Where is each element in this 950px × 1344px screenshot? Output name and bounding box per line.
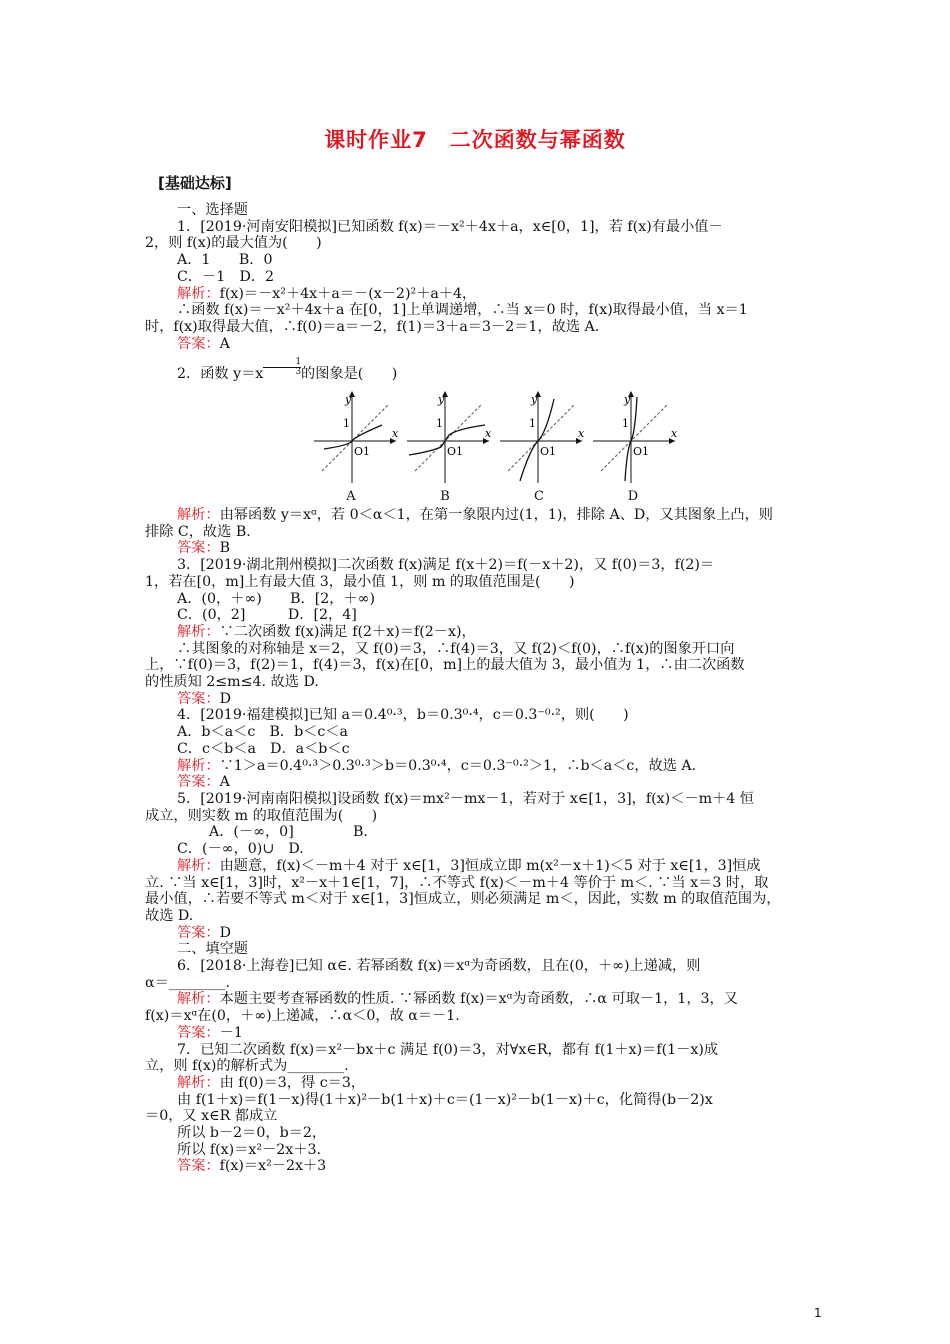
- question-1-answer: [145, 336, 807, 353]
- svg-text:y: y: [438, 393, 445, 407]
- question-5-options-1: [145, 824, 807, 841]
- question-1-solution-2: ∴函数 f(x)＝－x²＋4x＋a 在[0，1]上单调递增，∴当 x＝0 时，f(x)取得最小值，当 x＝1: [177, 302, 748, 319]
- answer-value: D: [219, 690, 231, 707]
- question-3-line-1: 3．[2019·湖北荆州模拟]二次函数 f(x)满足 f(x＋2)＝f(－x＋2)，又 f(0)＝3，f(2)＝: [177, 557, 715, 574]
- question-3-solution-3: 上，∵f(0)＝3，f(2)＝1，f(4)＝3，f(x)在[0，m]上的最大值为 3，最小值为 1，∴由二次函数: [145, 657, 745, 674]
- question-5-line-2: 成立，则实数 m 的取值范围为( ): [145, 807, 378, 824]
- answer-label: 答案：: [177, 690, 220, 707]
- answer-label: 答案：: [177, 1024, 220, 1041]
- question-6-answer: [145, 1025, 807, 1042]
- svg-text:y: y: [345, 393, 352, 407]
- question-3-solution-2: ∴其图象的对称轴是 x＝2，又 f(0)＝3，∴f(4)＝3，又 f(2)＜f(0)，∴f(x)的图象开口向: [177, 640, 735, 657]
- question-2-solution-2: 排除 C，故选 B.: [145, 523, 251, 540]
- question-4-answer: [145, 774, 807, 791]
- question-6-solution-1: [145, 991, 807, 1008]
- page-number: 1: [814, 1306, 822, 1320]
- svg-text:O1: O1: [354, 445, 371, 459]
- question-7-solution-4: 所以 b－2＝0，b＝2，: [177, 1125, 327, 1142]
- answer-value: A: [219, 335, 230, 352]
- question-3-options-1: A．(0，＋∞) B．[2，＋∞): [177, 590, 376, 607]
- answer-label: 答案：: [177, 774, 220, 791]
- answer-label: 答案：: [177, 1158, 220, 1175]
- option-a: A．(－∞，0]: [209, 824, 294, 841]
- answer-label: 答案：: [177, 540, 220, 557]
- section-heading: [基础达标]: [158, 174, 232, 192]
- solution-label: 解析：: [177, 1074, 220, 1091]
- graph-label-b: B: [440, 489, 450, 505]
- question-7-solution-2: 由 f(1＋x)＝f(1－x)得(1＋x)²－b(1＋x)＋c＝(1－x)²－b(1－x)＋c，化简得(b－2)x: [177, 1091, 713, 1108]
- question-text: 的图象是( ): [301, 366, 398, 383]
- solution-label: 解析：: [177, 757, 220, 774]
- graph-label-d: D: [627, 489, 639, 505]
- question-4-line-1: 4．[2019·福建模拟]已知 a＝0.4⁰·³，b＝0.3⁰·⁴，c＝0.3⁻⁰·²，则( ): [177, 707, 629, 724]
- solution-text: 本题主要考查幂函数的性质. ∵幂函数 f(x)＝xᵅ为奇函数，∴α 可取－1，1，3，又: [219, 991, 738, 1008]
- solution-text: ∵1＞a＝0.4⁰·³＞0.3⁰·³＞b＝0.3⁰·⁴，c＝0.3⁻⁰·²＞1，∴b＜a＜c，故选 A.: [219, 757, 697, 774]
- answer-value: B: [219, 540, 231, 557]
- solution-text: 由题意，f(x)＜－m＋4 对于 x∈[1，3]恒成立即 m(x²－x＋1)＜5 对于 x∈[1，3]恒成: [219, 857, 761, 874]
- exponent-fraction: [263, 358, 301, 377]
- content-body: [145, 202, 807, 1175]
- svg-text:1: 1: [529, 417, 536, 431]
- question-4-solution-1: [145, 758, 807, 775]
- solution-label: 解析：: [177, 991, 220, 1008]
- answer-label: 答案：: [177, 335, 220, 352]
- solution-text: 由幂函数 y＝xᵅ，若 0＜α＜1，在第一象限内过(1，1)，排除 A、D，又其图象上凸，则: [219, 507, 773, 524]
- option-b: B.: [353, 824, 368, 841]
- svg-text:1: 1: [622, 417, 629, 431]
- solution-text: f(x)＝－x²＋4x＋a＝－(x－2)²＋a＋4，: [219, 285, 477, 302]
- solution-label: 解析：: [177, 857, 220, 874]
- question-7-line-1: 7．已知二次函数 f(x)＝x²－bx＋c 满足 f(0)＝3，对∀x∈R，都有 f(1＋x)＝f(1－x)成: [177, 1041, 719, 1058]
- answer-value: A: [219, 774, 230, 791]
- question-7-line-2: 立，则 f(x)的解析式为________.: [145, 1058, 349, 1075]
- question-2-line-1: [145, 358, 807, 383]
- graph-options-figure: [145, 389, 807, 507]
- question-3-solution-4: 的性质知 2≤m≤4. 故选 D.: [145, 674, 319, 691]
- answer-value: D: [219, 924, 231, 941]
- question-5-line-1: 5．[2019·河南南阳模拟]设函数 f(x)＝mx²－mx－1，若对于 x∈[1，3]，f(x)＜－m＋4 恒: [177, 790, 754, 807]
- part-heading: 一、选择题: [177, 202, 248, 218]
- question-5-options-2: C．(－∞，0)∪ D.: [177, 841, 304, 858]
- svg-text:y: y: [624, 393, 631, 407]
- question-1-options-2: C．－1 D．2: [177, 268, 275, 285]
- question-7-solution-5: 所以 f(x)＝x²－2x＋3.: [177, 1141, 322, 1158]
- solution-label: 解析：: [177, 507, 220, 524]
- question-1-solution-1: [145, 286, 807, 303]
- question-7-answer: [145, 1158, 807, 1175]
- question-1-line-1: 1．[2019·河南安阳模拟]已知函数 f(x)＝－x²＋4x＋a，x∈[0，1]，若 f(x)有最小值－: [177, 218, 723, 235]
- graph-a: [310, 389, 400, 487]
- question-7-solution-3: ＝0，又 x∈R 都成立: [145, 1108, 278, 1125]
- question-1-options-1: A．1 B．0: [177, 252, 273, 269]
- question-2-answer: [145, 540, 807, 557]
- question-6-line-1: 6．[2018·上海卷]已知 α∈. 若幂函数 f(x)＝xᵅ为奇函数，且在(0，＋∞)上递减，则: [177, 958, 701, 975]
- question-3-options-2: C．(0，2] D．[2，4]: [177, 607, 357, 624]
- question-5-answer: [145, 925, 807, 942]
- question-1-solution-3: 时，f(x)取得最大值，∴f(0)＝a＝－2，f(1)＝3＋a＝3－2＝1，故选 A.: [145, 318, 600, 335]
- graph-label-c: C: [534, 489, 544, 505]
- graph-label-a: A: [346, 489, 356, 505]
- question-3-answer: [145, 691, 807, 708]
- svg-text:1: 1: [343, 417, 350, 431]
- fraction-denominator: 3: [295, 367, 302, 378]
- question-5-solution-3: 最小值，∴若要不等式 m＜对于 x∈[1，3]恒成立，则必须满足 m＜，因此，实数 m 的取值范围为，: [145, 891, 781, 908]
- answer-value: f(x)＝x²－2x＋3: [219, 1158, 327, 1175]
- question-5-solution-4: 故选 D.: [145, 907, 194, 924]
- question-4-options-1: A．b＜a＜c B．b＜c＜a: [177, 724, 348, 741]
- question-6-solution-2: f(x)＝xᵅ在(0，＋∞)上递减，∴α＜0，故 α＝－1.: [145, 1008, 460, 1025]
- solution-text: ∵二次函数 f(x)满足 f(2＋x)＝f(2－x)，: [219, 623, 476, 640]
- graph-d: [589, 389, 679, 487]
- svg-text:O1: O1: [447, 445, 464, 459]
- svg-text:x: x: [578, 427, 585, 441]
- question-4-options-2: C．c＜b＜a D．a＜b＜c: [177, 740, 350, 757]
- answer-label: 答案：: [177, 924, 220, 941]
- solution-label: 解析：: [177, 285, 220, 302]
- question-6-line-2: α＝________.: [145, 974, 231, 991]
- question-5-solution-1: [145, 858, 807, 875]
- question-7-solution-1: [145, 1075, 807, 1092]
- part-heading-2: 二、填空题: [177, 941, 248, 958]
- solution-text: 由 f(0)＝3，得 c＝3，: [219, 1074, 366, 1091]
- svg-text:x: x: [485, 427, 492, 441]
- answer-value: －1: [219, 1024, 243, 1041]
- svg-text:x: x: [392, 427, 399, 441]
- question-2-solution-1: [145, 507, 807, 524]
- svg-text:O1: O1: [540, 445, 557, 459]
- graph-c: [496, 389, 586, 487]
- question-3-solution-1: [145, 624, 807, 641]
- svg-text:x: x: [671, 427, 678, 441]
- svg-text:y: y: [531, 393, 538, 407]
- svg-text:O1: O1: [633, 445, 650, 459]
- question-1-line-2: 2，则 f(x)的最大值为( ): [145, 235, 322, 252]
- graph-b: [403, 389, 493, 487]
- question-5-solution-2: 立. ∵当 x∈[1，3]时，x²－x＋1∈[1，7]，∴不等式 f(x)＜－m＋4 等价于 m＜. ∵当 x＝3 时，取: [145, 874, 769, 891]
- question-text: 2．函数 y＝x: [177, 366, 264, 383]
- svg-text:1: 1: [436, 417, 443, 431]
- fraction-numerator: 1: [263, 358, 301, 368]
- page-title: 课时作业7 二次函数与幂函数: [324, 128, 626, 152]
- question-3-line-2: 1，若在[0，m]上有最大值 3，最小值 1，则 m 的取值范围是( ): [145, 573, 575, 590]
- solution-label: 解析：: [177, 623, 220, 640]
